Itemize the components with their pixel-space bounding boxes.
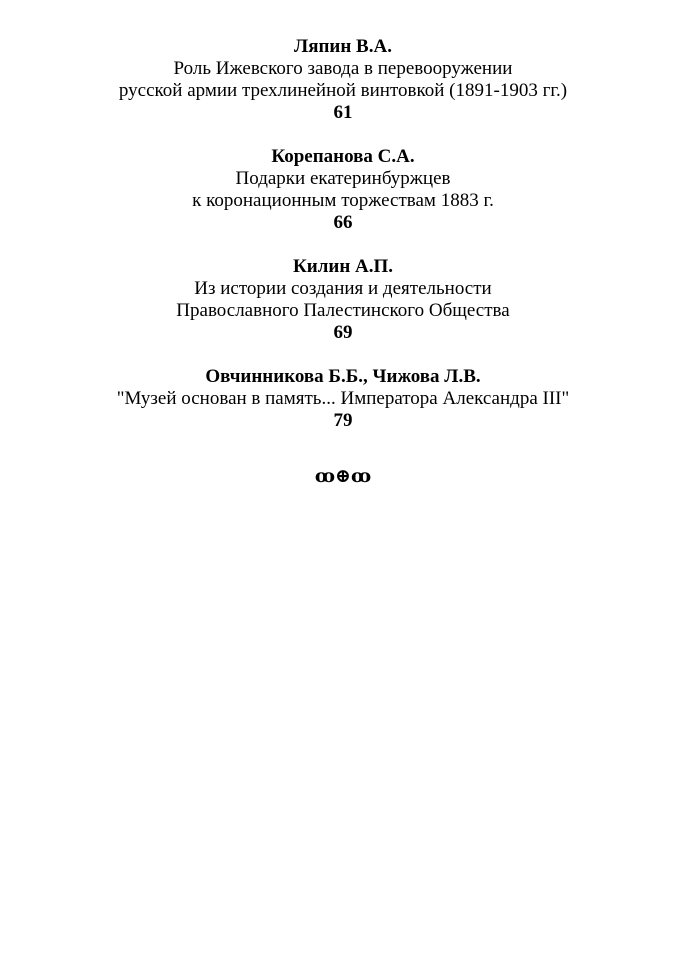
- entry-page-number: 69: [333, 322, 353, 343]
- entry-page-number: 61: [333, 102, 353, 123]
- table-of-contents: [0, 36, 686, 454]
- entry-page-number: 79: [333, 410, 353, 431]
- entry-title-line: Подарки екатеринбуржцев: [235, 168, 451, 189]
- entry-page-number: 66: [333, 212, 353, 233]
- toc-entry: [0, 256, 686, 344]
- fleuron-ornament-icon: ꝏ⊕ꝏ: [314, 466, 372, 487]
- entry-title-line: Из истории создания и деятельности: [194, 278, 492, 299]
- entry-title-line: русской армии трехлинейной винтовкой (1891-1903 гг.): [118, 80, 568, 101]
- entry-title-line: Православного Палестинского Общества: [176, 300, 510, 321]
- entry-author: Килин А.П.: [292, 256, 394, 277]
- entry-author: Овчинникова Б.Б., Чижова Л.В.: [205, 366, 481, 387]
- toc-entry: [0, 36, 686, 124]
- toc-entry: [0, 366, 686, 432]
- entry-title-line: к коронационным торжествам 1883 г.: [192, 190, 494, 211]
- entry-title-line: "Музей основан в память... Императора Александра III": [116, 388, 570, 409]
- entry-author: Ляпин В.А.: [294, 36, 392, 57]
- entry-title-line: Роль Ижевского завода в перевооружении: [173, 58, 513, 79]
- entry-author: Корепанова С.А.: [271, 146, 415, 167]
- toc-entry: [0, 146, 686, 234]
